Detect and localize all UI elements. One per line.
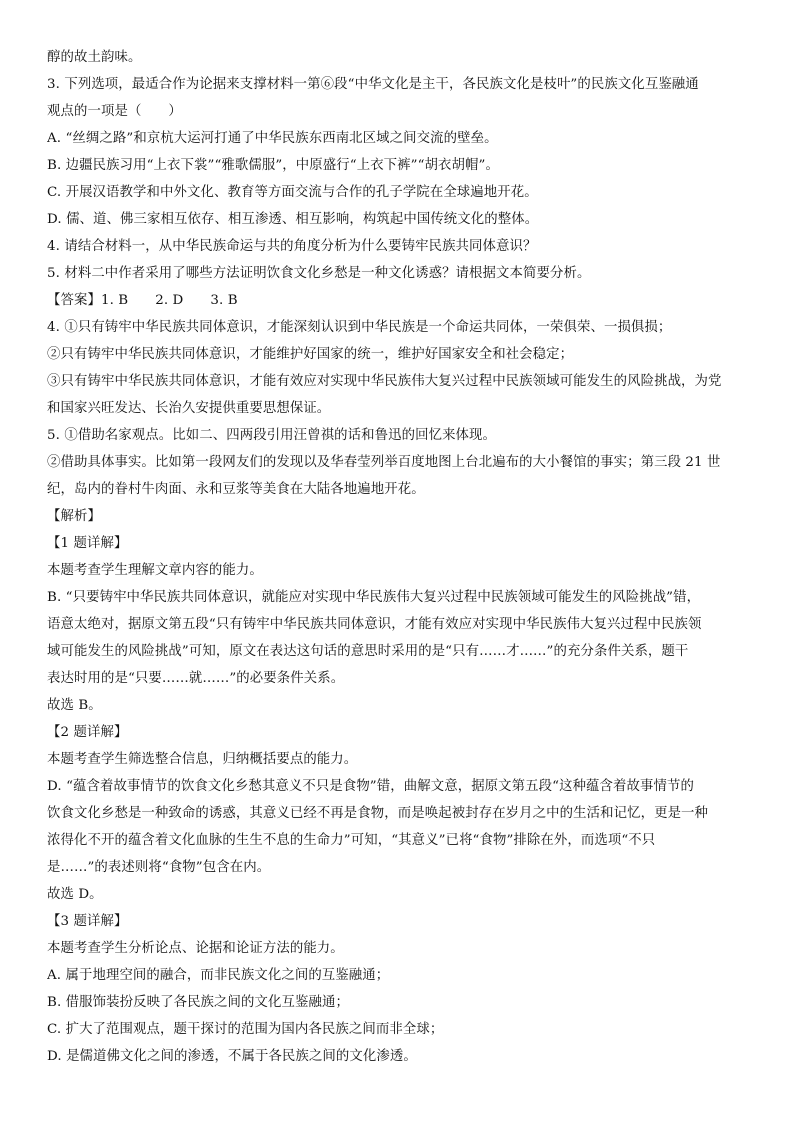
detail-1-heading: 【1 题详解】 — [47, 536, 128, 551]
option-d: D. 儒、道、佛三家相互依存、相互渗透、相互影响，构筑起中国传统文化的整体。 — [47, 212, 539, 227]
detail-3-option-d: D. 是儒道佛文化之间的渗透，不属于各民族之间的文化渗透。 — [47, 1049, 417, 1064]
detail-1-line: B. “只要铸牢中华民族共同体意识，就能应对实现中华民族伟大复兴过程中民族领域可能发生的风险挑战”错， — [47, 590, 701, 605]
detail-1-choice: 故选 B。 — [47, 698, 102, 713]
detail-2-line: 浓得化不开的蕴含着文化血脉的生生不息的生命力”可知，“其意义”已将“食物”排除在外，而选项“不只 — [47, 833, 656, 848]
answer-4-line: ③只有铸牢中华民族共同体意识，才能有效应对实现中华民族伟大复兴过程中民族领域可能发生的风险挑战，为党 — [47, 374, 722, 389]
option-c: C. 开展汉语教学和中外文化、教育等方面交流与合作的孔子学院在全球遍地开花。 — [47, 185, 538, 200]
detail-3-heading: 【3 题详解】 — [47, 914, 128, 929]
detail-1-line: 本题考查学生理解文章内容的能力。 — [47, 563, 263, 578]
detail-2-heading: 【2 题详解】 — [47, 725, 128, 740]
detail-3-option-c: C. 扩大了范围观点，题干探讨的范围为国内各民族之间而非全球； — [47, 1022, 444, 1037]
answer-5-line: ②借助具体事实。比如第一段网友们的发现以及华春莹列举百度地图上台北遍布的大小餐馆的事实；第三段 21 世 — [47, 455, 721, 470]
detail-2-line: 本题考查学生筛选整合信息，归纳概括要点的能力。 — [47, 752, 358, 767]
answer-heading: 【答案】1. B 2. D 3. B — [47, 293, 238, 308]
detail-2-line: 是……”的表述则将“食物”包含在内。 — [47, 860, 271, 875]
answer-5-line: 5. ①借助名家观点。比如二、四两段引用汪曾祺的话和鲁迅的回忆来体现。 — [47, 428, 497, 443]
detail-2-line: D. “蕴含着故事情节的饮食文化乡愁其意义不只是食物”错，曲解文意，据原文第五段“这种蕴含着故事情节的 — [47, 779, 694, 794]
answer-4-line: 和国家兴旺发达、长治久安提供重要思想保证。 — [47, 401, 331, 416]
question-5: 5. 材料二中作者采用了哪些方法证明饮食文化乡愁是一种文化诱惑？请根据文本简要分析。 — [47, 266, 591, 281]
answer-4-line: ②只有铸牢中华民族共同体意识，才能维护好国家的统一，维护好国家安全和社会稳定； — [47, 347, 574, 362]
detail-2-line: 饮食文化乡愁是一种致命的诱惑，其意义已经不再是食物，而是唤起被封存在岁月之中的生活和记忆，更是一种 — [47, 806, 709, 821]
detail-2-choice: 故选 D。 — [47, 887, 103, 902]
detail-1-line: 表达时用的是“只要……就……”的必要条件关系。 — [47, 671, 345, 686]
analysis-heading: 【解析】 — [47, 509, 101, 524]
detail-3-option-a: A. 属于地理空间的融合，而非民族文化之间的互鉴融通； — [47, 968, 390, 983]
question-4: 4. 请结合材料一，从中华民族命运与共的角度分析为什么要铸牢民族共同体意识？ — [47, 239, 537, 254]
text-line: 醇的故土韵味。 — [47, 50, 142, 65]
detail-3-option-b: B. 借服饰装扮反映了各民族之间的文化互鉴融通； — [47, 995, 349, 1010]
question-3-stem: 3. 下列选项，最适合作为论据来支撑材料一第⑥段“中华文化是主干，各民族文化是枝叶”的民族文化互鉴融通 — [47, 77, 699, 92]
detail-1-line: 语意太绝对，据原文第五段“只有铸牢中华民族共同体意识，才能有效应对实现中华民族伟大复兴过程中民族领 — [47, 617, 702, 632]
answer-4-line: 4. ①只有铸牢中华民族共同体意识，才能深刻认识到中华民族是一个命运共同体，一荣俱荣、一损俱损； — [47, 320, 672, 335]
document-page — [47, 44, 777, 1070]
option-b: B. 边疆民族习用“上衣下裳”“雅歌儒服”，中原盛行“上衣下裤”“胡衣胡帽”。 — [47, 158, 499, 173]
question-3-stem-cont: 观点的一项是（ ） — [47, 104, 182, 119]
detail-3-line: 本题考查学生分析论点、论据和论证方法的能力。 — [47, 941, 344, 956]
answer-5-line: 纪，岛内的眷村牛肉面、永和豆浆等美食在大陆各地遍地开花。 — [47, 482, 425, 497]
option-a: A. “丝绸之路”和京杭大运河打通了中华民族东西南北区域之间交流的壁垒。 — [47, 131, 498, 146]
detail-1-line: 域可能发生的风险挑战”可知，原文在表达这句话的意思时采用的是“只有……才……”的充分条件关系，题干 — [47, 644, 689, 659]
